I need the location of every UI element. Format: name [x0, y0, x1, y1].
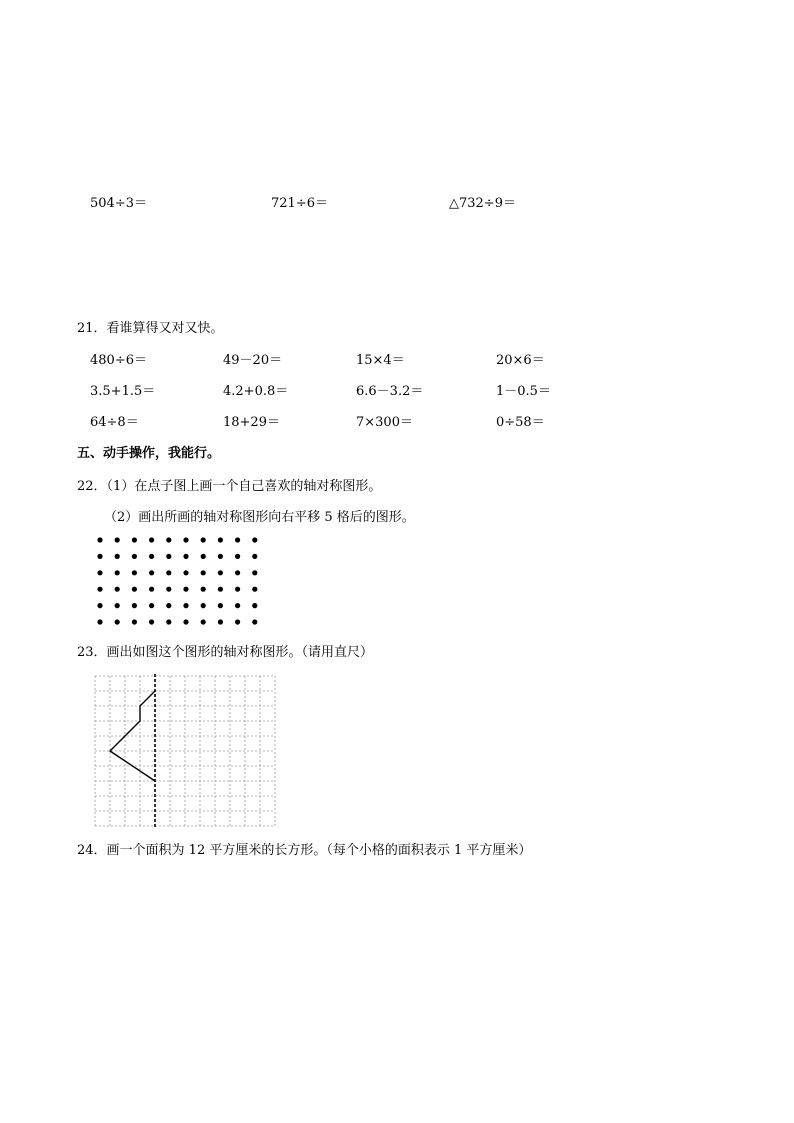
grid-dot[interactable]	[166, 537, 171, 542]
grid-dot[interactable]	[218, 587, 223, 592]
grid-dot[interactable]	[235, 603, 240, 608]
grid-dot[interactable]	[115, 537, 120, 542]
grid-dot[interactable]	[132, 537, 137, 542]
grid-dot[interactable]	[115, 554, 120, 559]
grid-dot[interactable]	[252, 619, 257, 624]
grid-dot[interactable]	[252, 537, 257, 542]
q22-line-1: 22．（1）在点子图上画一个自己喜欢的轴对称图形。	[77, 479, 382, 494]
grid-dot[interactable]	[149, 603, 154, 608]
problem-504-div-3: 504÷3＝	[90, 196, 147, 211]
grid-dot[interactable]	[201, 537, 206, 542]
grid-dot[interactable]	[252, 587, 257, 592]
grid-dot[interactable]	[201, 570, 206, 575]
dot-grid[interactable]	[94, 534, 264, 634]
grid-dot[interactable]	[235, 554, 240, 559]
grid-dot[interactable]	[235, 537, 240, 542]
grid-dot[interactable]	[166, 619, 171, 624]
grid-dot[interactable]	[132, 570, 137, 575]
grid-dot[interactable]	[183, 554, 188, 559]
problem-732-div-9: △732÷9＝	[449, 196, 516, 211]
grid-dot[interactable]	[97, 619, 102, 624]
grid-dot[interactable]	[183, 619, 188, 624]
q21-r3-c1: 64÷8＝	[90, 415, 139, 430]
grid-dot[interactable]	[115, 587, 120, 592]
grid-dot[interactable]	[218, 537, 223, 542]
grid-dot[interactable]	[149, 619, 154, 624]
grid-dot[interactable]	[218, 619, 223, 624]
grid-dot[interactable]	[166, 587, 171, 592]
grid-dot[interactable]	[201, 554, 206, 559]
q21-r3-c4: 0÷58＝	[496, 415, 545, 430]
grid-dot[interactable]	[183, 603, 188, 608]
q21-r2-c4: 1－0.5＝	[496, 384, 551, 399]
grid-dot[interactable]	[132, 554, 137, 559]
q22-line-2: （2）画出所画的轴对称图形向右平移 5 格后的图形。	[104, 510, 415, 525]
grid-dot[interactable]	[149, 537, 154, 542]
section-5-title: 五、动手操作，我能行。	[77, 446, 221, 461]
grid-dot[interactable]	[149, 570, 154, 575]
grid-dot[interactable]	[235, 570, 240, 575]
grid-dot[interactable]	[97, 554, 102, 559]
q21-r2-c2: 4.2+0.8＝	[223, 384, 289, 399]
grid-dot[interactable]	[183, 570, 188, 575]
grid-dot[interactable]	[183, 587, 188, 592]
grid-dot[interactable]	[149, 554, 154, 559]
problem-721-div-6: 721÷6＝	[271, 196, 328, 211]
q21-r1-c2: 49－20＝	[223, 353, 283, 368]
q23-title: 23．画出如图这个图形的轴对称图形。（请用直尺）	[77, 645, 374, 660]
grid-dot[interactable]	[115, 619, 120, 624]
grid-dot[interactable]	[115, 570, 120, 575]
grid-dot[interactable]	[218, 603, 223, 608]
q21-r1-c3: 15×4＝	[356, 353, 405, 368]
q21-title: 21．看谁算得又对又快。	[77, 321, 224, 336]
grid-dot[interactable]	[235, 619, 240, 624]
grid-dot[interactable]	[252, 603, 257, 608]
grid-dot[interactable]	[115, 603, 120, 608]
grid-dot[interactable]	[97, 603, 102, 608]
grid-dot[interactable]	[149, 587, 154, 592]
q21-r2-c3: 6.6－3.2＝	[356, 384, 424, 399]
grid-dot[interactable]	[201, 603, 206, 608]
grid-dot[interactable]	[201, 619, 206, 624]
grid-dot[interactable]	[166, 554, 171, 559]
grid-dot[interactable]	[166, 570, 171, 575]
grid-dot[interactable]	[183, 537, 188, 542]
q24-title: 24．画一个面积为 12 平方厘米的长方形。（每个小格的面积表示 1 平方厘米）	[77, 843, 532, 858]
grid-dot[interactable]	[166, 603, 171, 608]
grid-dot[interactable]	[218, 570, 223, 575]
q21-r2-c1: 3.5+1.5＝	[90, 384, 156, 399]
grid-dot[interactable]	[252, 570, 257, 575]
grid-dot[interactable]	[132, 619, 137, 624]
grid-dot[interactable]	[252, 554, 257, 559]
grid-dot[interactable]	[218, 554, 223, 559]
grid-dot[interactable]	[201, 587, 206, 592]
grid-dot[interactable]	[97, 587, 102, 592]
grid-dot[interactable]	[132, 587, 137, 592]
grid-dot[interactable]	[97, 570, 102, 575]
grid-dot[interactable]	[132, 603, 137, 608]
grid-dot[interactable]	[97, 537, 102, 542]
q21-r3-c3: 7×300＝	[356, 415, 413, 430]
q21-r1-c4: 20×6＝	[496, 353, 545, 368]
grid-dot[interactable]	[235, 587, 240, 592]
square-grid-with-shape[interactable]	[92, 673, 278, 829]
q21-r1-c1: 480÷6＝	[90, 353, 147, 368]
q21-r3-c2: 18+29＝	[223, 415, 280, 430]
